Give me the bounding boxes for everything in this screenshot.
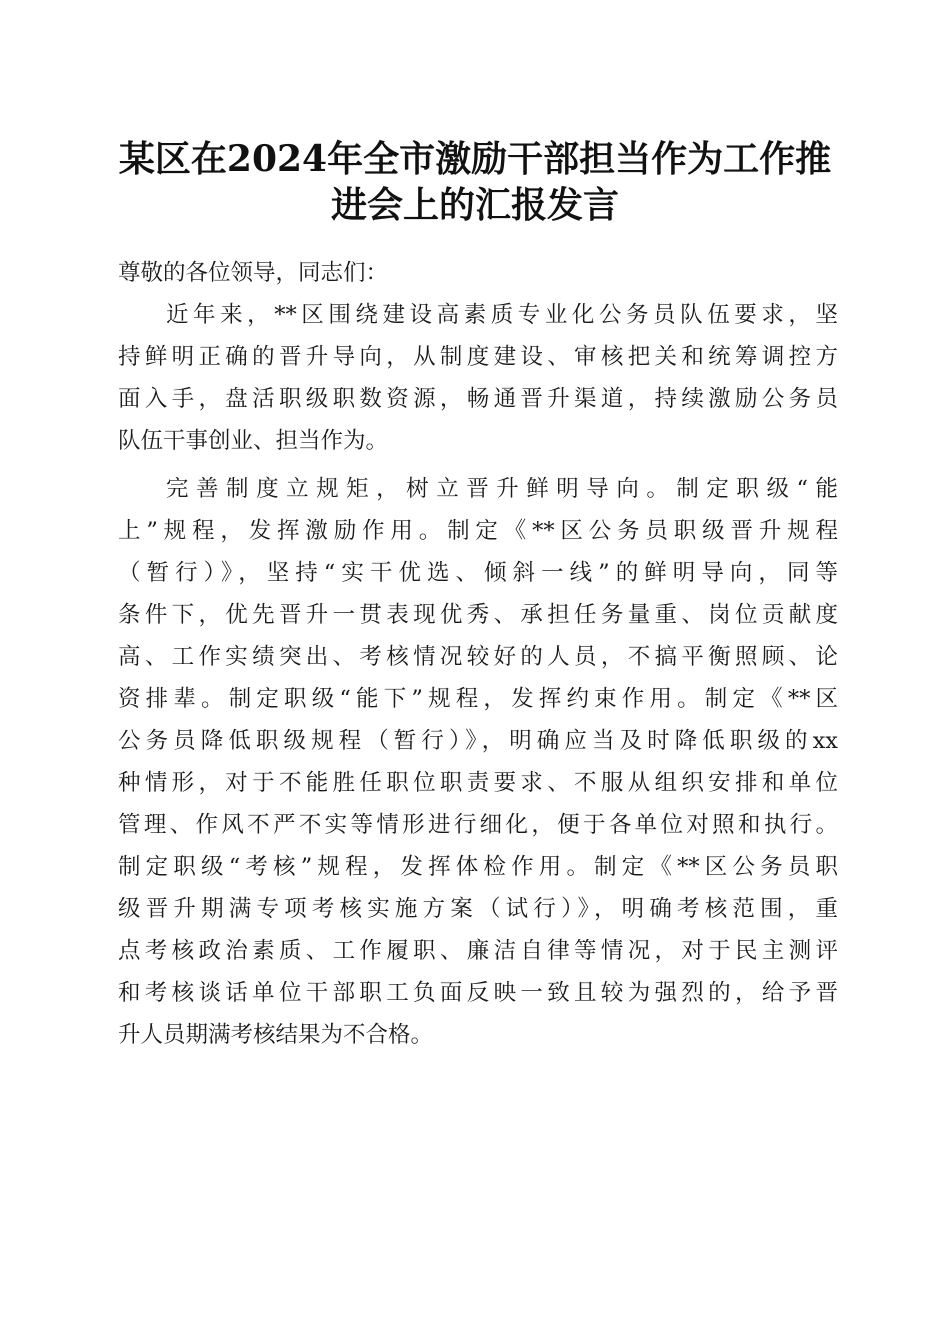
title-line-1: 某区在2024年全市激励干部担当作为工作推 [118,138,832,180]
paragraph-line: 管理、作风不严不实等情形进行细化，便于各单位对照和执行。 [118,812,838,838]
paragraph-line: 升人员期满考核结果为不合格。 [118,1022,434,1048]
paragraph-line: 和考核谈话单位干部职工负面反映一致且较为强烈的，给予晋 [118,980,838,1006]
document-title [110,136,840,228]
paragraph-line: 完善制度立规矩，树立晋升鲜明导向。制定职级“能 [166,476,838,502]
paragraph-line: 点考核政治素质、工作履职、廉洁自律等情况，对于民主测评 [118,938,838,964]
paragraph-line: 资排辈。制定职级“能下”规程，发挥约束作用。制定《**区 [118,686,838,712]
paragraph-line: 种情形，对于不能胜任职位职责要求、不服从组织安排和单位 [118,770,838,796]
salutation: 尊敬的各位领导，同志们： [118,260,389,286]
paragraph-line: 级晋升期满专项考核实施方案（试行）》，明确考核范围，重 [118,896,838,922]
paragraph-line: 近年来，**区围绕建设高素质专业化公务员队伍要求，坚 [166,302,838,328]
paragraph-line: （暂行）》，坚持“实干优选、倾斜一线”的鲜明导向，同等 [118,560,838,586]
paragraph-line: 面入手，盘活职级职数资源，畅通晋升渠道，持续激励公务员 [118,386,838,412]
paragraph-line: 高、工作实绩突出、考核情况较好的人员，不搞平衡照顾、论 [118,644,838,670]
paragraph-line: 队伍干事创业、担当作为。 [118,428,389,454]
paragraph-2 [118,468,838,1056]
document-body [118,252,838,1056]
paragraph-line: 条件下，优先晋升一贯表现优秀、承担任务量重、岗位贡献度 [118,602,838,628]
paragraph-line: 制定职级“考核”规程，发挥体检作用。制定《**区公务员职 [118,854,838,880]
paragraph-line: 上”规程，发挥激励作用。制定《**区公务员职级晋升规程 [118,518,838,544]
paragraph-1 [118,294,838,462]
paragraph-line: 公务员降低职级规程（暂行）》，明确应当及时降低职级的xx [118,728,838,754]
paragraph-line: 持鲜明正确的晋升导向，从制度建设、审核把关和统筹调控方 [118,344,838,370]
title-line-2: 进会上的汇报发言 [330,184,619,226]
